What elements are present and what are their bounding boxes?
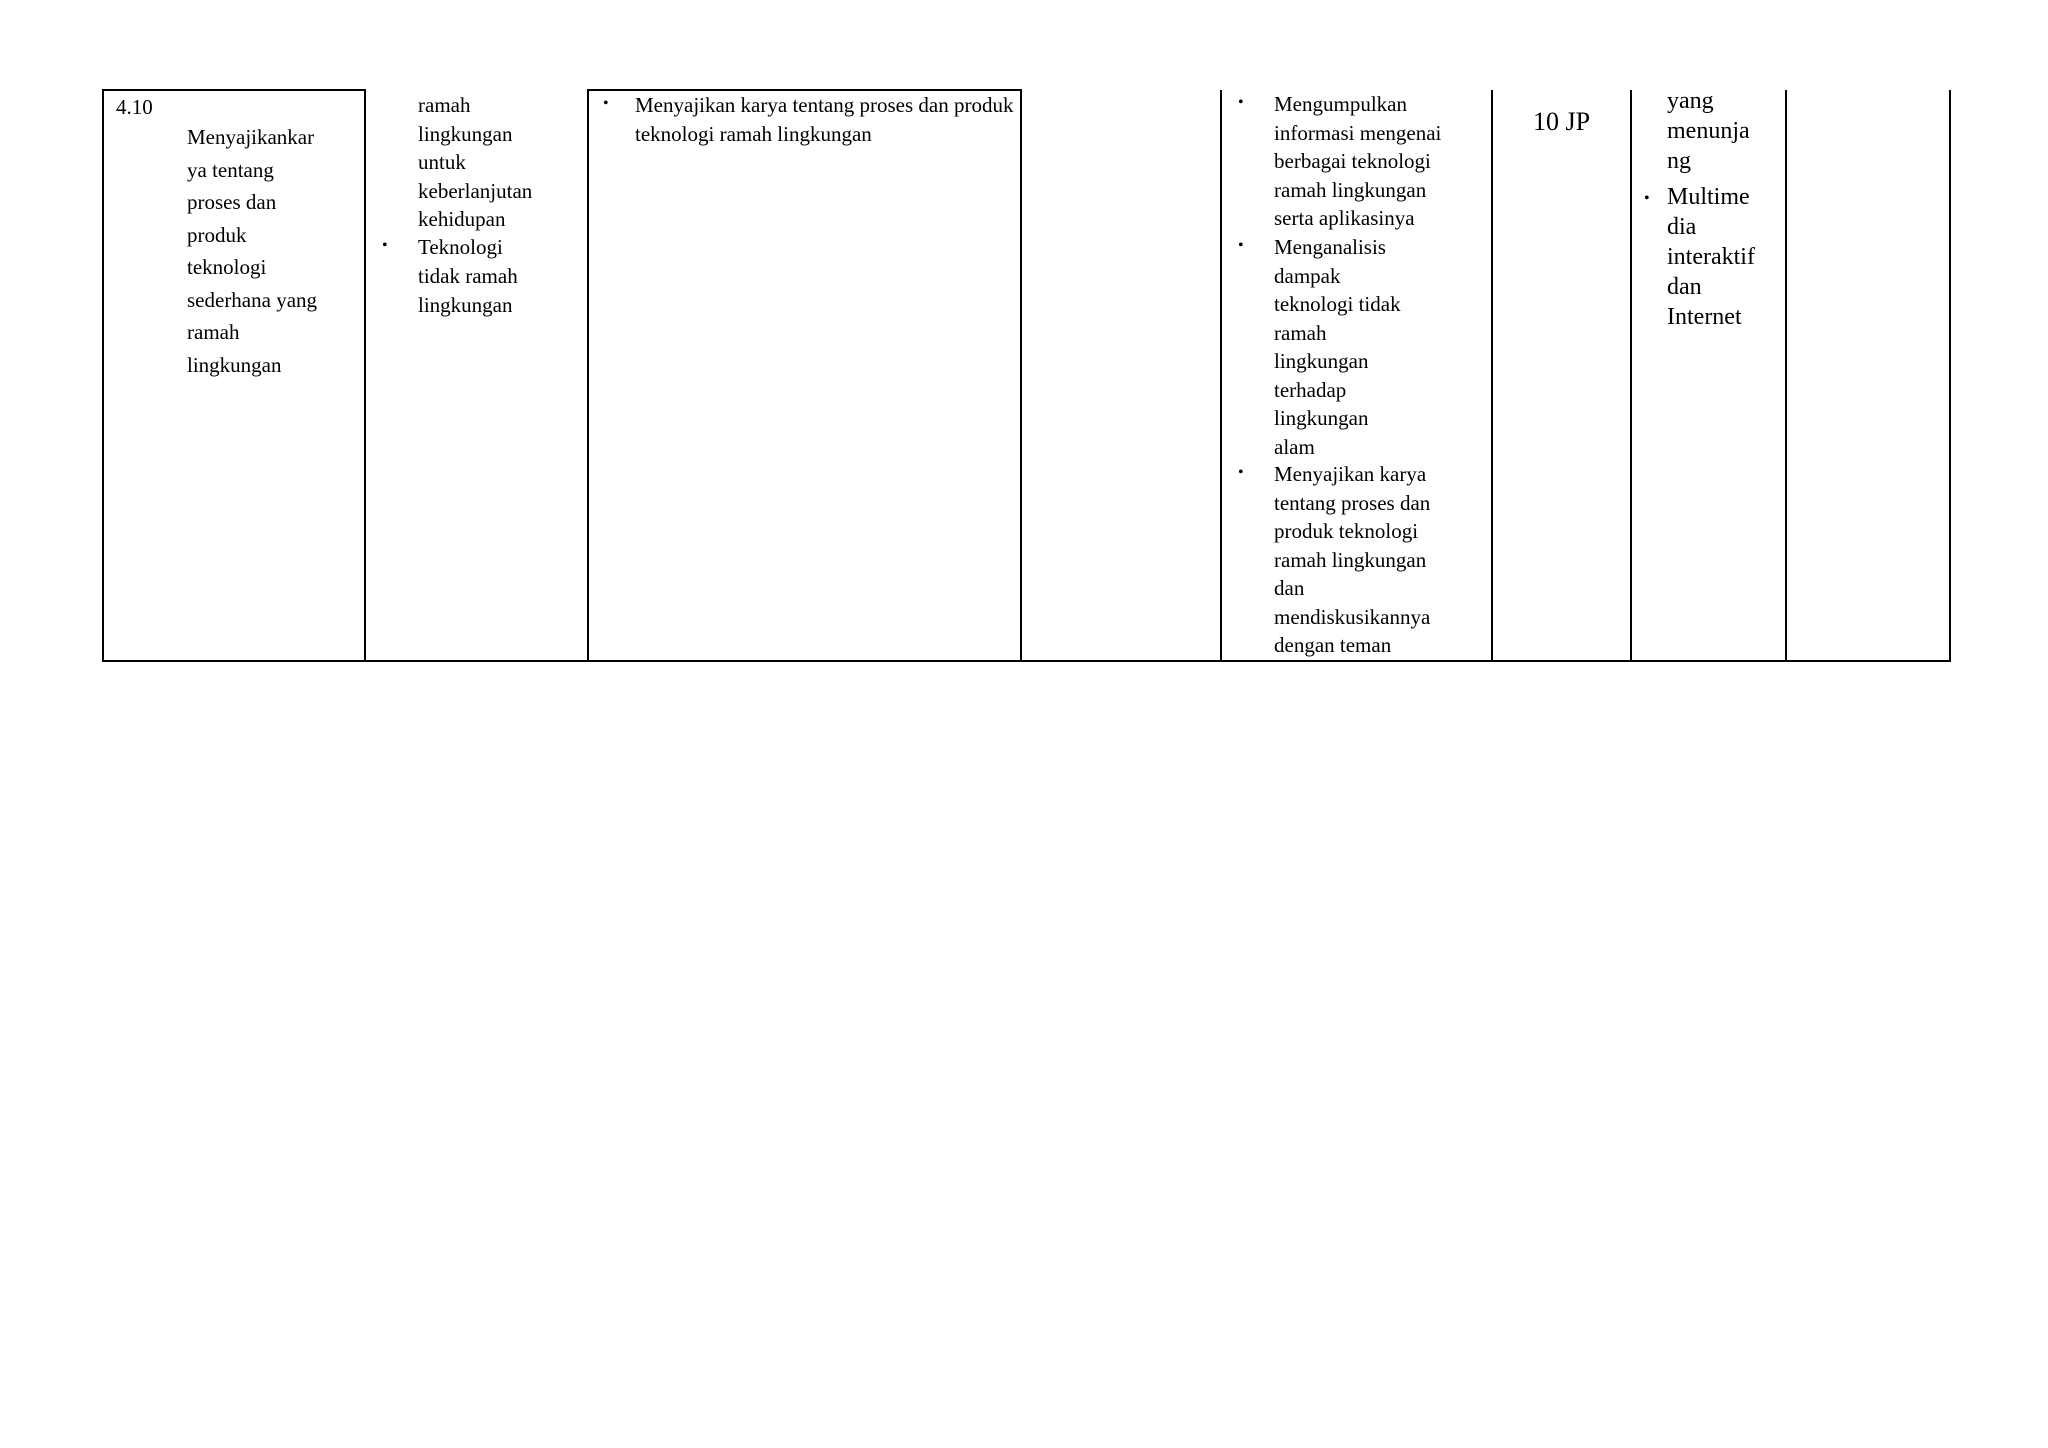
bullet-icon: •: [1238, 94, 1244, 111]
bullet-icon: •: [1644, 190, 1650, 207]
competency-code: 4.10: [116, 95, 153, 119]
assessment-bullet-1: Mengumpulkan informasi mengenai berbagai teknologi ramah lingkungan serta aplikasinya: [1274, 92, 1442, 230]
time-allocation: 10 JP: [1532, 107, 1591, 136]
assessment-cell: [1221, 90, 1492, 661]
competency-text: Menyajikankar ya tentang proses dan produk teknologi sederhana yang ramah lingkungan: [187, 125, 318, 377]
material-continuation: ramah lingkungan untuk keberlanjutan kehidupan: [418, 93, 533, 231]
resources-bullet-1: Multime dia interaktif dan Internet: [1667, 184, 1755, 330]
assessment-bullet-2: Menganalisis dampak teknologi tidak ramah lingkungan terhadap lingkungan alam: [1274, 235, 1401, 459]
empty-cell: [1021, 90, 1221, 661]
material-bullet-1: Teknologi tidak ramah lingkungan: [418, 235, 518, 317]
learning-activity-bullet-1: Menyajikan karya tentang proses dan produk teknologi ramah lingkungan: [635, 93, 1014, 146]
learning-activity-cell: [588, 90, 1021, 661]
resources-continuation: yang menunja ng: [1667, 88, 1750, 174]
time-allocation-cell: [1492, 90, 1631, 661]
assessment-bullet-3: Menyajikan karya tentang proses dan produk teknologi ramah lingkungan dan mendiskusikannya dengan teman: [1274, 462, 1431, 657]
competency-cell: [103, 90, 365, 661]
material-cell: [365, 90, 588, 661]
table-row: [103, 90, 1950, 661]
bullet-icon: •: [1238, 237, 1244, 254]
bullet-icon: •: [382, 237, 388, 254]
bullet-icon: •: [603, 95, 609, 112]
learning-resources-cell: [1631, 90, 1786, 661]
syllabus-table-fragment: [102, 89, 1951, 662]
bullet-icon: •: [1238, 464, 1244, 481]
empty-last-cell: [1786, 90, 1950, 661]
